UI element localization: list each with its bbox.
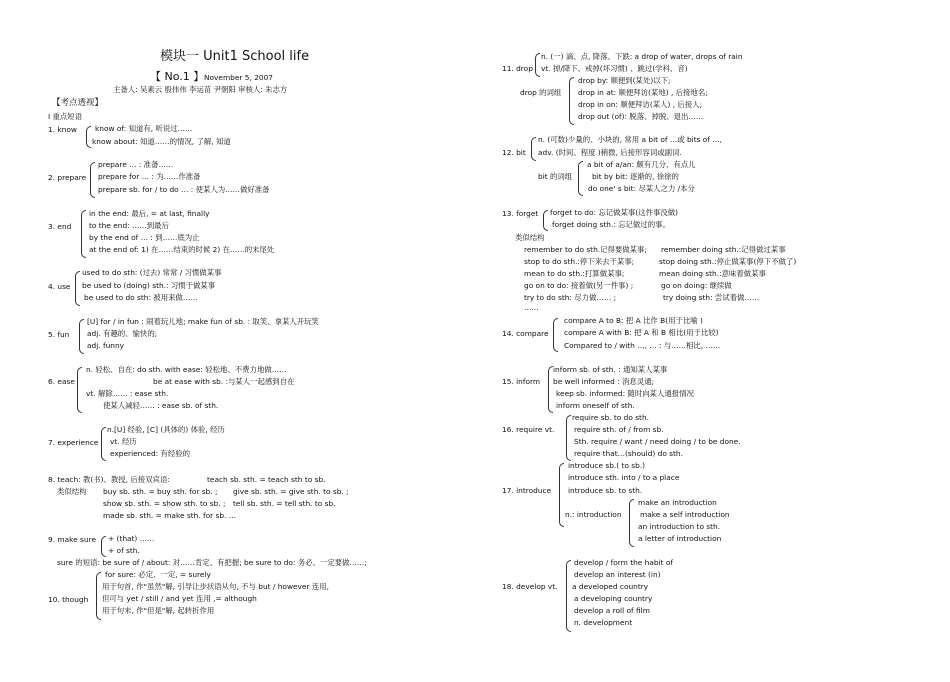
entry-line: n. (一) 滴、点, 降落、下跌: a drop of water, drops of rain <box>541 52 743 61</box>
brace <box>535 53 540 77</box>
entry-line: be used to do sth: 被用来做…… <box>84 293 198 302</box>
date: November 5, 2007 <box>204 73 274 82</box>
entry-line: introduce sb.( to sb.) <box>568 461 646 470</box>
entry-line: prepare for … : 为……作准备 <box>98 172 201 181</box>
brace <box>531 137 536 161</box>
entry-line: 使某人减轻…… : ease sb. of sth. <box>103 401 219 410</box>
entry-line: for sure: 必定、一定, = surely <box>105 570 211 579</box>
entry-line: 用于句末, 作"但是"解, 起转折作用 <box>102 606 215 615</box>
no-label: 【 No.1 】 <box>150 70 205 83</box>
entry-line: make a self introduction <box>640 510 730 519</box>
entry-label-develop: 18. develop vt. <box>502 582 558 591</box>
entry-line: vt. 经历 <box>110 437 137 446</box>
entry-line: 类似结构 <box>515 233 545 242</box>
entry-line: buy sb. sth. = buy sth. for sb. ; <box>103 487 218 496</box>
entry-line: forget doing sth.: 忘记做过的事。 <box>552 220 670 229</box>
brace <box>553 318 558 352</box>
entry-line: 类似结构 <box>57 487 87 496</box>
section-subheading: Ⅰ 重点短语 <box>48 112 83 121</box>
entry-line: at the end of: 1) 在……结束的时候 2) 在……的末尾处 <box>89 245 275 254</box>
entry-line: in the end: 最后, = at last, finally <box>89 209 210 218</box>
entry-line: adj. funny <box>87 341 125 350</box>
entry-line: inform sb. of sth. : 通知某人某事 <box>553 365 668 374</box>
entry-line: bit 的词组 <box>538 172 573 181</box>
entry-line: experienced: 有经验的 <box>110 449 191 458</box>
entry-label-drop: 11. drop <box>502 64 533 73</box>
entry-line: drop in on: 顺便拜访(某人) , 后接人; <box>578 100 703 109</box>
entry-label-use: 4. use <box>48 282 71 291</box>
entry-label-compare: 14. compare <box>502 329 549 338</box>
entry-line: 用于句首, 作"虽然"解, 引导让步状语从句, 不与 but / however 连用, <box>102 582 329 591</box>
entry-line: introduce sth. into / to a place <box>568 473 680 482</box>
entry-line: mean to do sth.:打算做某事; <box>524 269 625 278</box>
entry-line: + of sth. <box>108 546 140 555</box>
entry-line: require sth. of / from sb. <box>574 425 664 434</box>
entry-line: a developing country <box>574 594 653 603</box>
brace <box>101 536 106 557</box>
entry-line: be used to (doing) sth.: 习惯于做某事 <box>82 281 216 290</box>
entry-line: drop by: 顺便到(某处)以下; <box>578 76 671 85</box>
entry-line: vt. 掉/降下、戒掉(坏习惯) 、跳过(学科、音) <box>541 64 688 73</box>
entry-line: by the end of … : 到……底为止 <box>89 233 200 242</box>
brace <box>86 126 91 148</box>
entry-label-ease: 6. ease <box>48 377 75 386</box>
entry-line: develop / form the habit of <box>574 558 674 567</box>
entry-line: inform oneself of sth. <box>556 401 635 410</box>
entry-line: teach sb. sth. = teach sth to sb. <box>207 475 326 484</box>
entry-line: know about: 知道……的情况, 了解, 知道 <box>92 137 231 146</box>
entry-line: + (that) …… <box>108 534 155 543</box>
entry-line: require sb. to do sth. <box>572 413 649 422</box>
entry-label-forget: 13. forget <box>502 209 539 218</box>
authors: 主备人: 吴素云 殷伟伟 李运苗 尹朝阳 审核人: 朱志方 <box>113 85 288 94</box>
entry-line: tell sb. sth. = tell sth. to sb. <box>233 499 336 508</box>
entry-line: Sth. require / want / need doing / to be done. <box>574 437 741 446</box>
entry-line: used to do sth: (过去) 常常 / 习惯做某事 <box>82 268 222 277</box>
entry-line: develop an interest (in) <box>574 570 661 579</box>
entry-line: mean doing sth.:意味着做某事 <box>659 269 766 278</box>
entry-label-introduce: 17. introduce <box>502 486 552 495</box>
brace <box>75 271 80 306</box>
entry-line: stop doing sth.:停止做某事(停下不做了) <box>659 257 797 266</box>
entry-line: be at ease with sb. :与某人一起感到自在 <box>153 377 295 386</box>
entry-line: n. development <box>574 618 633 627</box>
entry-line: n.: introduction <box>565 510 622 519</box>
brace <box>101 427 106 461</box>
entry-line: try doing sth: 尝试着做…… <box>663 293 760 302</box>
entry-label-teach: 8. teach: 教(书)、教授, 后接双宾语: <box>48 475 170 484</box>
brace <box>578 161 583 196</box>
entry-line: go on doing: 继续做 <box>661 281 732 290</box>
entry-line: drop in at: 顺便拜访(某地) , 后接地名; <box>578 88 708 97</box>
entry-line: prepare … : 准备…… <box>98 160 174 169</box>
entry-line: try to do sth: 尽力做…… ; <box>524 293 617 302</box>
entry-line: Compared to / with …, … : 与……相比, …… <box>564 341 721 350</box>
section-heading: 【考点透视】 <box>52 98 104 108</box>
entry-line: remember to do sth.记得要做某事; <box>524 245 647 254</box>
entry-line: compare A to B: 把 A 比作 B(用于比喻 ) <box>564 316 703 325</box>
entry-label-though: 10. though <box>48 595 89 604</box>
entry-line: 但可与 yet / still / and yet 连用 ,= although <box>102 594 257 603</box>
entry-line: a letter of introduction <box>638 534 722 543</box>
lesson-number <box>150 71 204 83</box>
brace <box>77 367 82 413</box>
entry-line: an introduction to sth. <box>638 522 721 531</box>
entry-line: introduce sb. to sth. <box>568 486 643 495</box>
entry-label-require: 16. require vt. <box>502 425 555 434</box>
entry-line: know of: 知道有, 听说过…… <box>95 124 193 133</box>
entry-line: remember doing sth.:记得做过某事 <box>661 245 786 254</box>
entry-line: do one' s bit: 尽某人之力 /本分 <box>588 184 695 193</box>
entry-line: sure 的短语: be sure of / about: 对……肯定、有把握; be sure to do: 务必、一定要做……; <box>57 558 367 567</box>
brace <box>569 77 574 125</box>
entry-label-know: 1. know <box>48 125 77 134</box>
entry-line: vt. 解除…… : ease sth. <box>86 389 169 398</box>
entry-label-make-sure: 9. make sure <box>48 535 96 544</box>
entry-line: develop a roll of film <box>574 606 650 615</box>
entry-label-fun: 5. fun <box>48 330 70 339</box>
entry-line: stop to do sth.:停下来去干某事; <box>524 257 635 266</box>
entry-label-prepare: 2. prepare <box>48 173 87 182</box>
entry-line: n. 轻松、自在: do sth. with ease: 轻松地、不费力地做…… <box>86 365 287 374</box>
entry-label-bit: 12. bit <box>502 148 526 157</box>
entry-line: go on to do: 接着做(另一件事) ; <box>524 281 634 290</box>
brace <box>566 560 571 632</box>
entry-line: bit by bit: 逐渐的, 徐徐的 <box>592 172 679 181</box>
entry-line: drop 的词组 <box>520 88 562 97</box>
entry-line: made sb. sth. = make sth. for sb. … <box>103 511 237 520</box>
entry-line: keep sb. informed: 随时向某人通报情况 <box>556 389 694 398</box>
entry-label-inform: 15. inform <box>502 377 541 386</box>
entry-line: a bit of a/an: 颇有几分、有点儿 <box>587 160 696 169</box>
brace <box>81 210 86 258</box>
brace <box>559 463 564 527</box>
entry-line: …… <box>524 303 539 312</box>
entry-line: adv. (时间、程度 )稍微, 后接形容词或副词. <box>538 148 682 157</box>
entry-line: to the end: ……到最后 <box>89 221 169 230</box>
entry-line: be well informed : 消息灵通; <box>553 377 655 386</box>
entry-line: drop out (of): 脱落、掉脱、退出…… <box>578 112 704 121</box>
entry-line: a developed country <box>572 582 649 591</box>
entry-line: show sb. sth. = show sth. to sb. ; <box>103 499 226 508</box>
entry-line: [U] for / in fun : 闹着玩儿地; make fun of sb. : 取笑、拿某人开玩笑 <box>87 317 319 326</box>
brace <box>629 499 634 547</box>
entry-line: n.[U] 经验, [C] (具体的) 体验, 经历 <box>107 425 225 434</box>
brace <box>543 210 548 231</box>
entry-line: make an introduction <box>638 498 717 507</box>
brace <box>566 415 571 461</box>
brace <box>90 162 95 198</box>
entry-line: forget to do: 忘记做某事(这件事没做) <box>550 208 679 217</box>
entry-label-end: 3. end <box>48 222 72 231</box>
page-title: 模块一 Unit1 School life <box>160 49 310 64</box>
entry-label-experience: 7. experience <box>48 438 99 447</box>
entry-line: prepare sb. for / to do … : 使某人为……做好准备 <box>98 185 270 194</box>
entry-line: n. (可数)少量的、小块的, 常用 a bit of …或 bits of …, <box>538 135 723 144</box>
entry-line: adj. 有趣的、愉快的; <box>87 329 158 338</box>
entry-line: require that…(should) do sth. <box>574 449 683 458</box>
entry-line: give sb. sth. = give sth. to sb. ; <box>233 487 349 496</box>
brace <box>96 572 101 620</box>
entry-line: compare A with B: 把 A 和 B 相比(用于比较) <box>564 328 719 337</box>
brace <box>79 319 84 354</box>
